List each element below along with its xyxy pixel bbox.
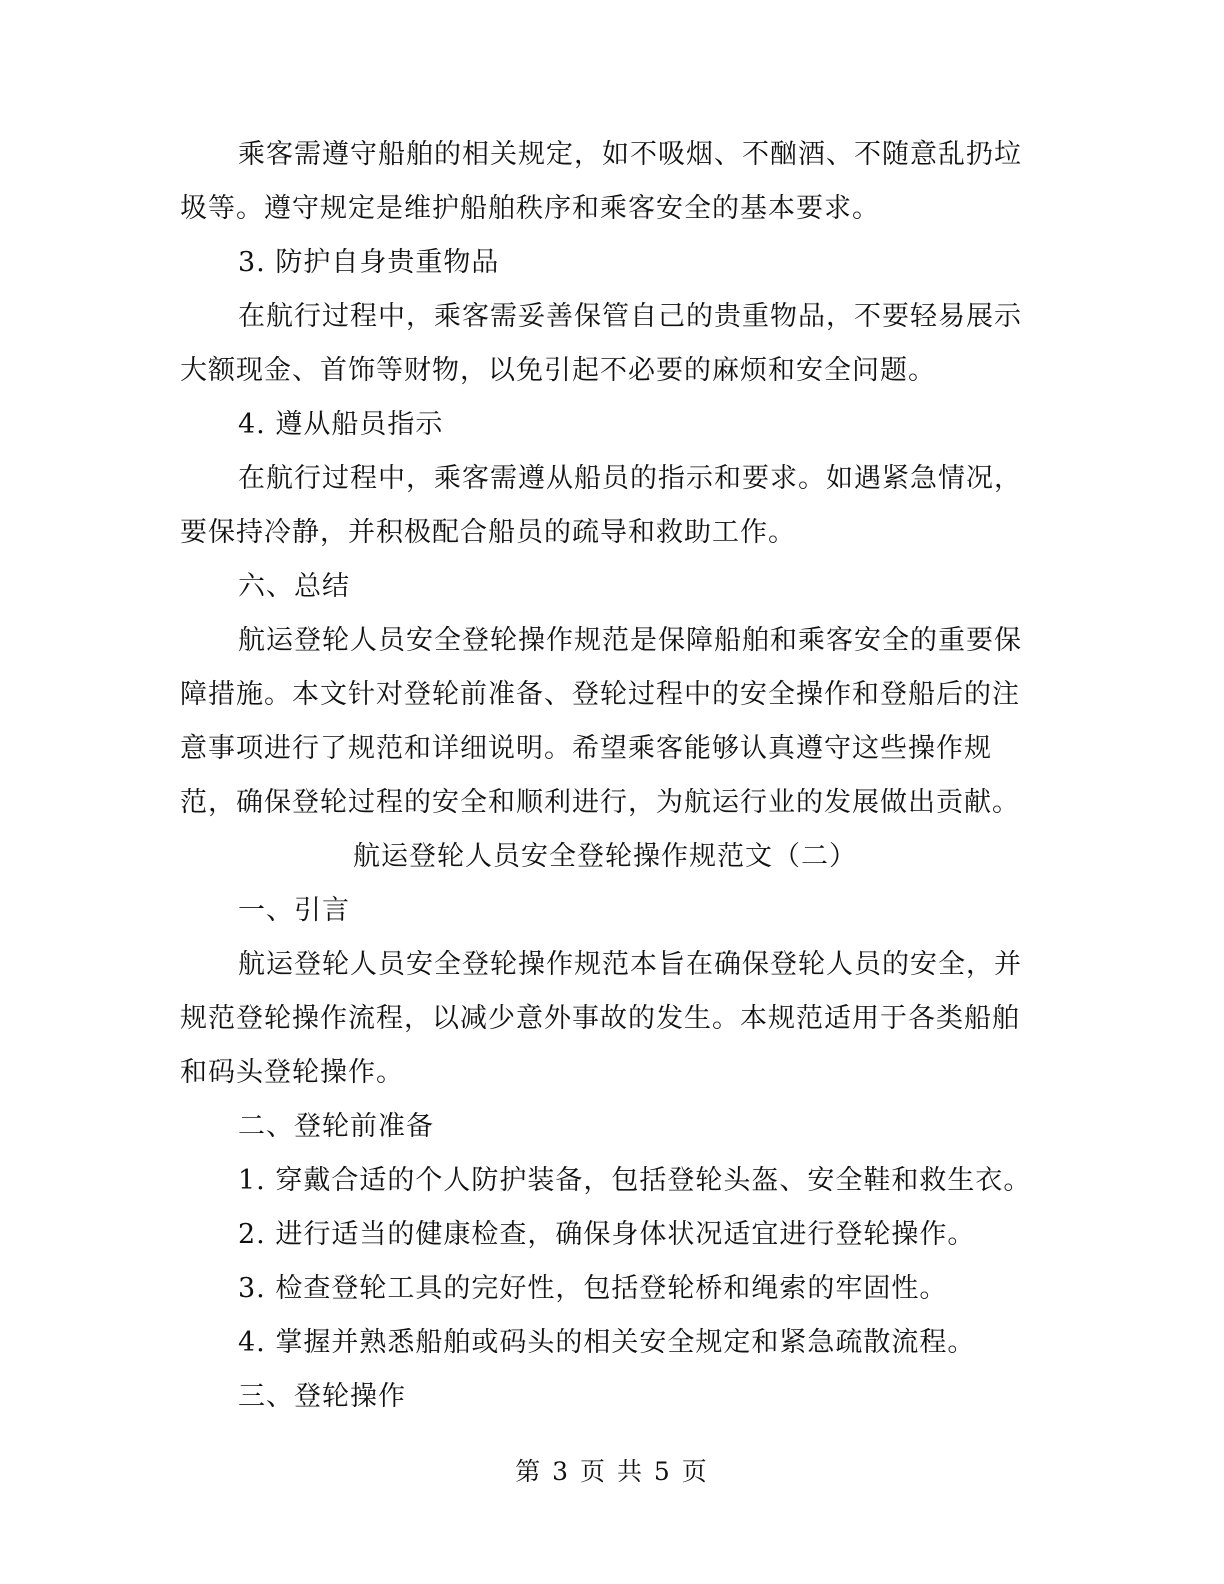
section-heading: 4. 遵从船员指示 bbox=[238, 409, 444, 440]
paragraph-line: 在航行过程中，乘客需遵从船员的指示和要求。如遇紧急情况， bbox=[238, 463, 1022, 494]
paragraph-line: 乘客需遵守船舶的相关规定，如不吸烟、不酗酒、不随意乱扔垃 bbox=[238, 139, 1022, 170]
list-item: 3. 检查登轮工具的完好性，包括登轮桥和绳索的牢固性。 bbox=[238, 1273, 948, 1304]
paragraph-line: 圾等。遵守规定是维护船舶秩序和乘客安全的基本要求。 bbox=[180, 193, 880, 224]
document-body bbox=[180, 128, 1030, 1424]
list-item: 4. 掌握并熟悉船舶或码头的相关安全规定和紧急疏散流程。 bbox=[238, 1327, 976, 1358]
paragraph-line: 大额现金、首饰等财物，以免引起不必要的麻烦和安全问题。 bbox=[180, 355, 936, 386]
paragraph-line: 航运登轮人员安全登轮操作规范是保障船舶和乘客安全的重要保 bbox=[238, 625, 1022, 656]
list-item: 1. 穿戴合适的个人防护装备，包括登轮头盔、安全鞋和救生衣。 bbox=[238, 1165, 1032, 1196]
paragraph-line: 在航行过程中，乘客需妥善保管自己的贵重物品，不要轻易展示 bbox=[238, 301, 1022, 332]
paragraph-line: 航运登轮人员安全登轮操作规范本旨在确保登轮人员的安全，并 bbox=[238, 949, 1022, 980]
paragraph-line: 和码头登轮操作。 bbox=[180, 1057, 404, 1088]
document-title: 航运登轮人员安全登轮操作规范文（二） bbox=[353, 841, 857, 872]
paragraph-line: 范，确保登轮过程的安全和顺利进行，为航运行业的发展做出贡献。 bbox=[180, 787, 1020, 818]
paragraph-line: 要保持冷静，并积极配合船员的疏导和救助工作。 bbox=[180, 517, 796, 548]
page-number: 第 3 页 共 5 页 bbox=[515, 1457, 709, 1486]
paragraph-line: 规范登轮操作流程，以减少意外事故的发生。本规范适用于各类船舶 bbox=[180, 1003, 1020, 1034]
section-heading: 三、登轮操作 bbox=[238, 1381, 406, 1412]
section-heading: 六、总结 bbox=[238, 571, 350, 602]
section-heading: 二、登轮前准备 bbox=[238, 1111, 434, 1142]
section-heading: 一、引言 bbox=[238, 895, 350, 926]
section-heading: 3. 防护自身贵重物品 bbox=[238, 247, 500, 278]
paragraph-line: 障措施。本文针对登轮前准备、登轮过程中的安全操作和登船后的注 bbox=[180, 679, 1020, 710]
paragraph-line: 意事项进行了规范和详细说明。希望乘客能够认真遵守这些操作规 bbox=[180, 733, 992, 764]
list-item: 2. 进行适当的健康检查，确保身体状况适宜进行登轮操作。 bbox=[238, 1219, 976, 1250]
